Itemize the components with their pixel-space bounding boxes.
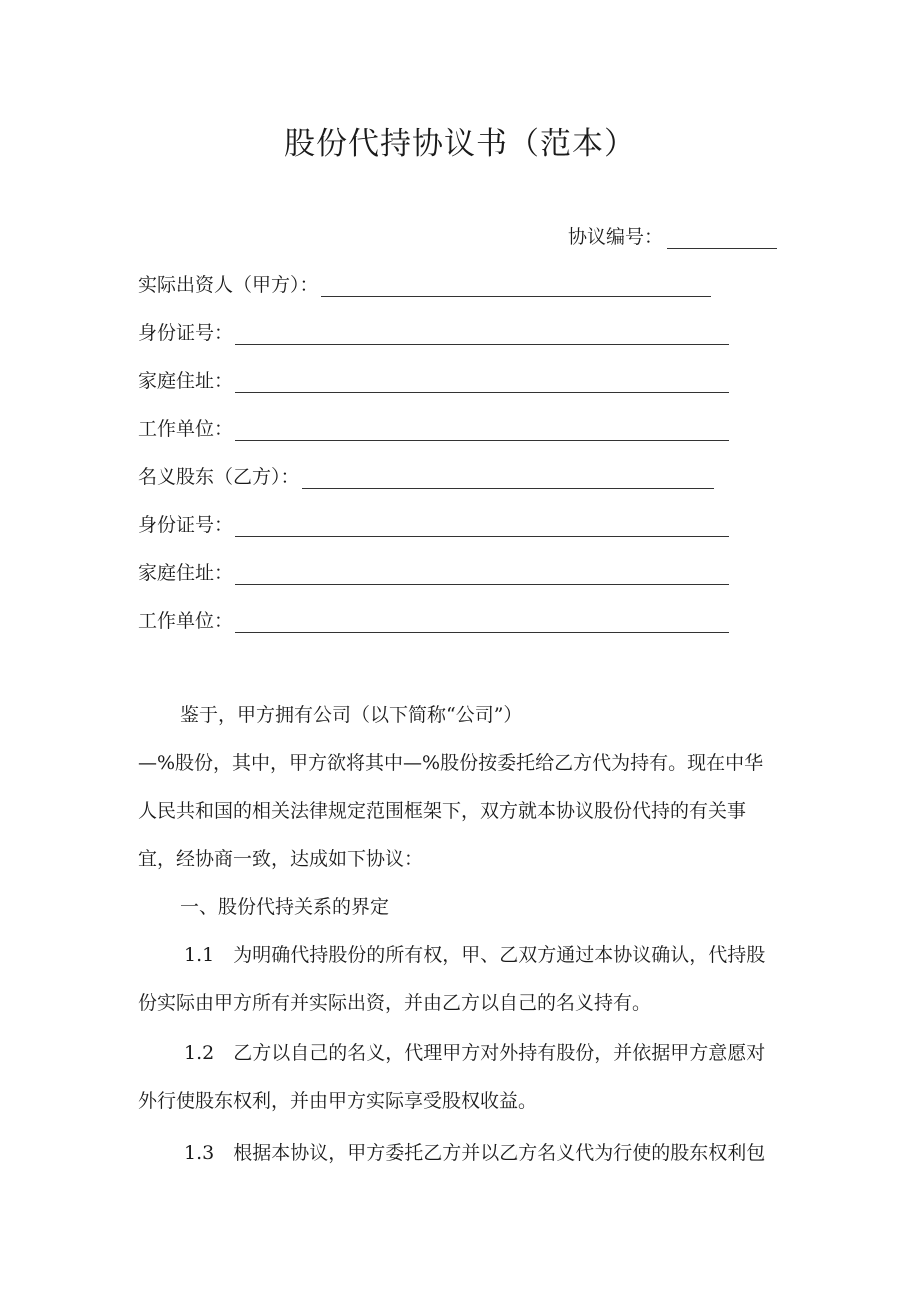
party-a-investor-label: 实际出资人（甲方）：: [138, 274, 319, 296]
party-a-investor-field: [138, 270, 711, 297]
preamble-line-4: 宜，经协商一致，达成如下协议：: [138, 848, 424, 870]
party-b-nominee-field: [138, 462, 714, 489]
party-a-id-label: 身份证号：: [138, 322, 234, 344]
party-b-employer-field: [138, 606, 729, 633]
party-b-id-field: [138, 510, 729, 537]
party-b-id-label: 身份证号：: [138, 514, 234, 536]
party-b-id-blank[interactable]: [235, 518, 729, 537]
party-a-employer-blank[interactable]: [235, 422, 729, 441]
party-b-address-label: 家庭住址：: [138, 562, 234, 584]
clause-1-3-line-1: 1.3 根据本协议，甲方委托乙方并以乙方名义代为行使的股东权利包: [184, 1142, 766, 1164]
party-a-employer-label: 工作单位：: [138, 418, 234, 440]
party-a-address-field: [138, 366, 729, 393]
clause-1-2-line-2: 外行使股东权利，并由甲方实际享受股权收益。: [138, 1090, 538, 1112]
preamble-line-1: 鉴于，甲方拥有公司（以下简称“公司”）: [180, 704, 523, 726]
party-b-nominee-blank[interactable]: [302, 470, 714, 489]
party-a-employer-field: [138, 414, 729, 441]
party-b-employer-label: 工作单位：: [138, 610, 234, 632]
contract-number-field: [568, 222, 777, 249]
contract-number-label: 协议编号：: [568, 226, 664, 248]
party-b-nominee-label: 名义股东（乙方）：: [138, 466, 300, 488]
party-a-id-blank[interactable]: [235, 326, 729, 345]
clause-1-1-line-2: 份实际由甲方所有并实际出资，并由乙方以自己的名义持有。: [138, 992, 652, 1014]
document-title: 股份代持协议书（范本）: [284, 126, 636, 162]
party-a-address-label: 家庭住址：: [138, 370, 234, 392]
section-1-heading: 一、股份代持关系的界定: [180, 896, 390, 918]
party-a-address-blank[interactable]: [235, 374, 729, 393]
party-b-address-field: [138, 558, 729, 585]
party-b-employer-blank[interactable]: [235, 614, 729, 633]
party-a-id-field: [138, 318, 729, 345]
clause-1-1-line-1: 1.1 为明确代持股份的所有权，甲、乙双方通过本协议确认，代持股: [184, 944, 766, 966]
clause-1-2-line-1: 1.2 乙方以自己的名义，代理甲方对外持有股份，并依据甲方意愿对: [184, 1042, 766, 1064]
party-a-investor-blank[interactable]: [321, 278, 711, 297]
contract-number-blank[interactable]: [667, 230, 777, 249]
party-b-address-blank[interactable]: [235, 566, 729, 585]
preamble-line-3: 人民共和国的相关法律规定范围框架下，双方就本协议股份代持的有关事: [138, 800, 747, 822]
preamble-line-2: —%股份，其中，甲方欲将其中—%股份按委托给乙方代为持有。现在中华: [138, 752, 764, 774]
